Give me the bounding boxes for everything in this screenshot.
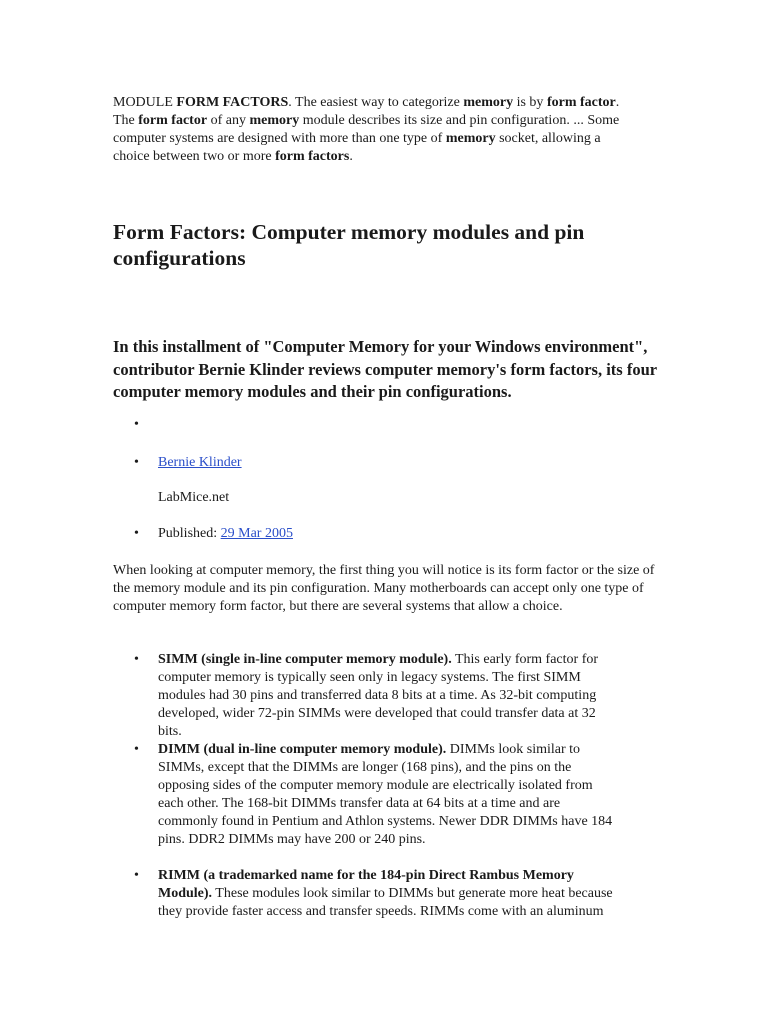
list-item-text: These modules look similar to DIMMs but generate more heat because they provide faster access and transfer speeds. RIMMs come with an aluminum <box>158 886 613 919</box>
bullet-icon: • <box>134 652 139 667</box>
list-item-heading: DIMM (dual in-line computer memory module). <box>158 742 447 757</box>
bullet-icon: • <box>134 526 139 541</box>
list-item-heading: SIMM (single in-line computer memory module). <box>158 652 452 667</box>
module-types-list <box>113 651 658 921</box>
list-item-dimm <box>113 741 613 849</box>
meta-item-empty <box>113 416 653 434</box>
site-name: LabMice.net <box>158 490 230 505</box>
intro-paragraph: MODULE FORM FACTORS. The easiest way to categorize memory is by form factor. The form factor of any memory module describes its size and pin configuration. ... Some computer systems are designed with more than one type of memory socket, allowing a choice between two or more form factors. <box>113 95 620 164</box>
bullet-icon: • <box>134 742 139 757</box>
bullet-icon: • <box>134 455 139 470</box>
published-date-link[interactable]: 29 Mar 2005 <box>220 526 293 541</box>
list-item-text: DIMMs look similar to SIMMs, except that the DIMMs are longer (168 pins), and the pins on the opposing sides of the computer memory module are electrically isolated from each other. The 168-bit DIMMs transfer data at 64 bits at a time and are commonly found in Pentium and Athlon systems. Newer DDR DIMMs have 184 pins. DDR2 DIMMs may have 200 or 240 pins. <box>158 742 613 847</box>
body-paragraph: When looking at computer memory, the first thing you will notice is its form factor or the size of the memory module and its pin configuration. Many motherboards can accept only one type of computer memory form factor, but there are several systems that allow a choice. <box>113 563 655 614</box>
article-title: Form Factors: Computer memory modules and pin configurations <box>113 220 585 270</box>
list-item-heading: RIMM (a trademarked name for the 184-pin Direct Rambus Memory Module). <box>158 868 574 901</box>
list-item-text: This early form factor for computer memory is typically seen only in legacy systems. The first SIMM modules had 30 pins and transferred data 8 bits at a time. As 32-bit computing developed, wider 72-pin SIMMs were developed that could transfer data at 32 bits. <box>158 652 599 739</box>
published-label: Published: <box>158 526 221 541</box>
meta-item-site <box>113 489 653 507</box>
list-item-rimm <box>113 867 613 921</box>
article-meta-list <box>113 416 653 543</box>
meta-item-author <box>113 454 653 472</box>
list-item-simm <box>113 651 613 741</box>
article-subtitle: In this installment of "Computer Memory for your Windows environment", contributor Bernie Klinder reviews computer memory's form factors, its four computer memory modules and their pin configurations. <box>113 337 657 401</box>
author-link[interactable]: Bernie Klinder <box>158 455 242 470</box>
bullet-icon: • <box>134 868 139 883</box>
bullet-icon: • <box>134 417 139 432</box>
meta-item-published <box>113 525 653 543</box>
